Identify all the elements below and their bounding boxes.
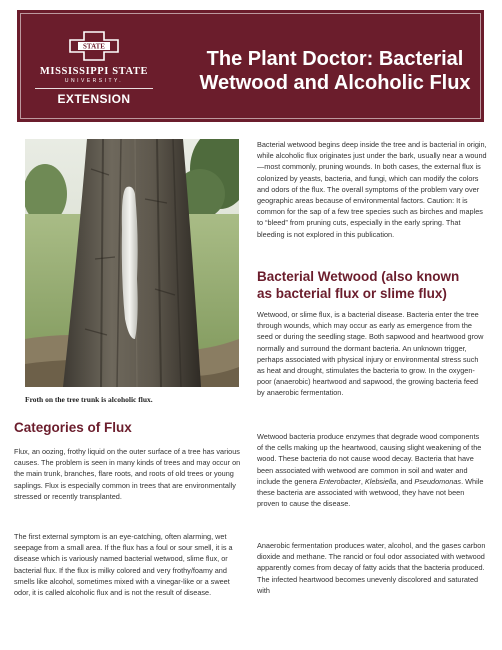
page-title [185,47,485,95]
logo-extension: EXTENSION [57,92,131,106]
msu-extension-logo[interactable] [29,28,159,106]
genus-pseudomonas: Pseudomonas [414,476,462,486]
intro-paragraph: Bacterial wetwood begins deep inside the tree and is bacterial in origin, while alcoholic flux originates just under the bark, usually near a wound—most commonly, pruning wounds. In both cases, the external flux is colonized by yeasts, bacteria, and fungi, which can modify the colors and odors of the flux. The overall symptoms of the problem vary over geographic areas because of environmental factors. Caution: It is common for the sap of a few tree species such as birches and maples to “bleed” from pruning cuts, especially in the early spring. That bleeding is not explored in this publication. [257,140,487,239]
tree-trunk-image [25,139,239,387]
logo-university-name: MISSISSIPPI STATE [39,66,149,77]
genus-enterobacter: Enterobacter [319,476,361,486]
seal-text: STATE [83,42,105,51]
categories-paragraph-2: The first external symptom is an eye-catching, often alarming, wet seepage from a small area. If the flux has a foul or sour smell, it is a disease which is variously named bacterial wetwood, slime flux, or bacterial flux. If the flux is milky colored and very frothy/foamy and smells like alcohol, sometimes mixed with a vinegar-like or a sweet odor, it is called alcoholic flux and is not the result of disease. [14,532,233,598]
genus-separator-2: , and [396,476,415,486]
wetwood-paragraph-2-end: . While these bacteria are associated with wetwood, they have not been proven to cause the disease. [257,476,484,509]
title-line-1: The Plant Doctor: Bacterial [206,48,464,70]
wetwood-heading-line-1: Bacterial Wetwood (also known [257,269,460,284]
wetwood-heading-line-2: as bacterial flux or slime flux) [257,286,447,301]
genus-klebsiella: Klebsiella [364,476,397,486]
wetwood-heading [257,268,487,302]
genus-separator-1: , [360,476,365,486]
wetwood-paragraph-2 [257,431,487,509]
tree-trunk-photo [25,139,239,387]
wetwood-paragraph-3: Anaerobic fermentation produces water, alcohol, and the gases carbon dioxide and methane. The rancid or foul odor associated with wetwood apparently comes from decay of fatty acids that the bacteria produced. The infected heartwood becomes unevenly discolored and saturated with [257,541,486,595]
wetwood-paragraph-2-start: Wetwood bacteria produce enzymes that degrade wood components of the cells making up the heartwood, causing slight weakening of the wood. These bacteria do not cause wood decay. Bacteria that have been associated with wetwood are common in soil and water and include the genera [257,432,482,486]
categories-heading: Categories of Flux [14,420,132,435]
categories-paragraph-1: Flux, an oozing, frothy liquid on the outer surface of a tree has various causes. The problem is seen in many kinds of trees and may occur on the main trunk, branches, flare roots, and roots of old trees or young saplings. Flux is especially common in trees that are environmentally stressed or recently transplanted. [14,447,241,501]
photo-caption: Froth on the tree trunk is alcoholic flux. [25,395,153,404]
msu-seal-icon [66,28,122,64]
header-banner [17,10,484,122]
logo-divider [35,88,153,89]
title-line-2: Wetwood and Alcoholic Flux [199,72,471,94]
logo-university-sub: UNIVERSITY. [64,78,124,84]
wetwood-paragraph-1: Wetwood, or slime flux, is a bacterial disease. Bacteria enter the tree through wounds, which may occur as early as emergence from the seed or during the seedling stage. Both sapwood and heartwood grow normally and surround the dormant bacteria. An unknown trigger, perhaps associated with physical injury or environmental stress such as heat and drought, stimulates the bacteria to grow. In the oxygen-poor (anaerobic) heartwood and sapwood, the growing bacteria feed by anaerobic fermentation. [257,310,484,398]
